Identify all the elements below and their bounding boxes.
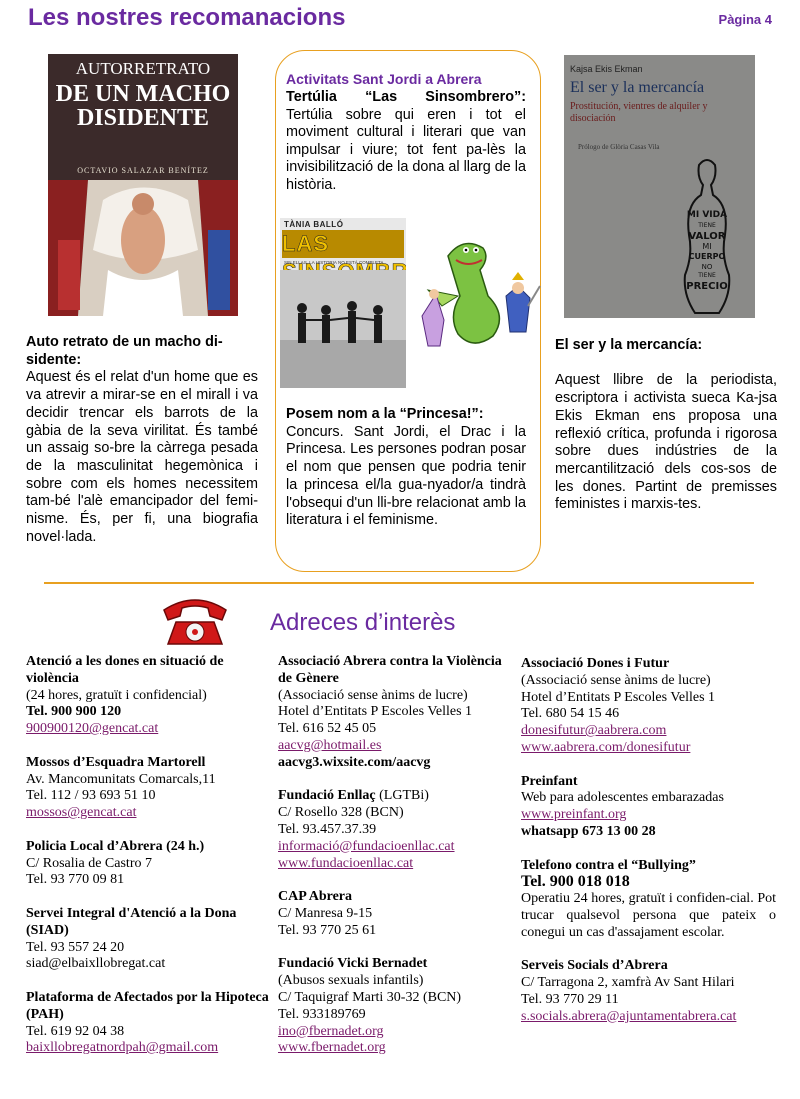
- entry-name: Preinfant: [521, 773, 578, 789]
- art-text-8: PRECIO: [686, 281, 728, 292]
- entry-line: Tel. 933189769: [278, 1006, 366, 1022]
- address-entry: [278, 654, 512, 772]
- book1-description: [26, 334, 258, 546]
- address-entry: [26, 990, 276, 1057]
- address-column-1: [26, 654, 276, 1074]
- entry-email-link[interactable]: donesifutur@aabrera.com: [521, 723, 667, 739]
- entry-email-link[interactable]: aacvg@hotmail.es: [278, 737, 382, 753]
- entry-line: C/ Rosello 328 (BCN): [278, 805, 404, 821]
- cover2-subtitle: SIN ELLAS, LA HISTORIA NO ESTÁ COMPLETA: [284, 260, 384, 265]
- book3-title: El ser y la mercancía:: [555, 337, 703, 353]
- address-entry: [278, 956, 512, 1057]
- art-text-5: CUERPO: [688, 252, 726, 261]
- entry-line: C/ Tarragona 2, xamfrà Av Sant Hilari: [521, 975, 735, 991]
- entry-line: Tel. 619 92 04 38: [26, 1023, 125, 1039]
- entry-line: Hotel d’Entitats P Escoles Velles 1: [521, 689, 716, 705]
- princesa-text: Concurs. Sant Jordi, el Drac i la Princesa. Les persones podran posar el nom que pensen que podria tenir la princesa el/la gua-nyador/a tindrà l'obsequi d'un lli-bre relacionat amb la literatura i el feminisme.: [286, 423, 526, 529]
- entry-name: Associació Dones i Futur: [521, 656, 670, 671]
- entry-name: Plataforma de Afectados por la Hipoteca (PAH): [26, 989, 269, 1022]
- cover3-title: El ser y la mercancía: [570, 79, 705, 96]
- princesa-title: Posem nom a la “Princesa!”:: [286, 406, 484, 422]
- entry-tel: Tel. 900 900 120: [26, 704, 122, 720]
- entry-line: C/ Taquigraf Marti 30-32 (BCN): [278, 989, 462, 1005]
- cover3-author: Kajsa Ekis Ekman: [570, 64, 643, 74]
- entry-name: Atenció a les dones en situació de violència: [26, 654, 224, 686]
- entry-line: (Associació sense ànims de lucre): [521, 672, 711, 688]
- entry-name: CAP Abrera: [278, 889, 353, 905]
- cover2-author: TÀNIA BALLÓ: [284, 220, 344, 229]
- entry-name: Fundació Enllaç: [278, 788, 376, 804]
- section-divider: [44, 582, 754, 584]
- book-cover-autorretrato: [48, 54, 238, 316]
- entry-email-link[interactable]: informació@fundacioenllac.cat: [278, 838, 455, 854]
- entry-name-suffix: (LGTBi): [375, 788, 429, 804]
- entry-line: (24 hores, gratuït i confidencial): [26, 687, 207, 703]
- art-text-2: TIENE: [698, 222, 716, 229]
- entry-line: Tel. 93 557 24 20: [26, 939, 125, 955]
- address-entry: [26, 654, 276, 738]
- entry-line: Tel. 93 770 25 61: [278, 922, 377, 938]
- art-text-1: MI VIDA: [686, 210, 728, 220]
- entry-tel: Tel. 900 018 018: [521, 873, 630, 891]
- entry-email-link[interactable]: mossos@gencat.cat: [26, 805, 137, 821]
- address-entry: [521, 958, 776, 1025]
- page-title: Les nostres recomanacions: [28, 4, 346, 31]
- entry-line: C/ Manresa 9-15: [278, 905, 373, 921]
- art-text-6: NO: [701, 263, 713, 271]
- entry-web-link[interactable]: www.fundacioenllac.cat: [278, 855, 414, 871]
- cover-author: OCTAVIO SALAZAR BENÍTEZ: [77, 166, 209, 175]
- entry-name: Policia Local d’Abrera (24 h.): [26, 838, 205, 854]
- entry-name: Mossos d’Esquadra Martorell: [26, 754, 206, 770]
- entry-website[interactable]: aacvg3.wixsite.com/aacvg: [278, 754, 431, 770]
- entry-line: Av. Mancomunitats Comarcals,11: [26, 771, 216, 787]
- entry-line: Tel. 680 54 15 46: [521, 706, 620, 722]
- art-text-4: MI: [702, 242, 712, 251]
- cover-title-line2: [48, 82, 238, 130]
- book1-title-line2: sidente:: [26, 351, 82, 368]
- cover3-figure-art: [659, 155, 755, 315]
- art-text-7: TIENE: [698, 272, 716, 279]
- sant-jordi-heading: Activitats Sant Jordi a Abrera: [286, 71, 482, 87]
- art-text-3: VALOR: [688, 231, 726, 242]
- address-entry: [26, 906, 276, 973]
- entry-line: Tel. 616 52 45 05: [278, 721, 377, 737]
- tertulia-title: Tertúlia “Las Sinsombrero”:: [286, 89, 526, 105]
- entry-line: C/ Rosalia de Castro 7: [26, 855, 152, 871]
- telephone-icon: [160, 592, 230, 646]
- entry-name-row: [278, 788, 512, 805]
- adreces-heading: Adreces d’interès: [270, 609, 456, 636]
- entry-line: Hotel d’Entitats P Escoles Velles 1: [278, 704, 473, 720]
- tertulia-text: Tertúlia sobre qui eren i tot el moviment cultural i literari que van impulsar i viure; tot fent pa-lès la invisibilització de la dona al llarg de la història.: [286, 106, 526, 193]
- entry-email-link[interactable]: 900900120@gencat.cat: [26, 721, 159, 737]
- address-entry: [26, 755, 276, 822]
- entry-text: Operatiu 24 hores, gratuït i confiden-cial. Pot trucar qualsevol persona que pateix o conegui un cas d'assajament escolar.: [521, 891, 776, 940]
- dragon-illustration: [418, 236, 542, 356]
- cover2-photo: [280, 270, 406, 388]
- cover-title-line1: AUTORRETRATO: [75, 59, 211, 78]
- entry-name: Fundació Vicki Bernadet: [278, 956, 428, 972]
- entry-whatsapp: whatsapp 673 13 00 28: [521, 823, 656, 839]
- entry-line: Tel. 93 770 29 11: [521, 991, 619, 1007]
- cover-title-line2b: DISIDENTE: [76, 105, 210, 131]
- entry-line: Tel. 93.457.37.39: [278, 821, 377, 837]
- cover-title-line2a: DE UN MACHO: [55, 81, 231, 107]
- entry-name: Associació Abrera contra la Violència de Gènere: [278, 654, 502, 686]
- entry-email-link[interactable]: s.socials.abrera@ajuntamentabrera.cat: [521, 1008, 737, 1024]
- entry-line: (Abusos sexuals infantils): [278, 973, 424, 989]
- entry-web-link[interactable]: www.aabrera.com/donesifutur: [521, 739, 691, 755]
- address-entry: [278, 889, 512, 939]
- princesa-block: [286, 406, 526, 530]
- entry-email-link[interactable]: baixllobregatnordpah@gmail.com: [26, 1040, 219, 1056]
- book3-description: [555, 337, 777, 514]
- entry-line: siad@elbaixllobregat.cat: [26, 956, 166, 972]
- book1-title-line1: Auto retrato de un macho di-: [26, 334, 223, 350]
- book1-text: Aquest és el relat d'un home que es va atrevir a mirar-se en el mirall i va decidir trencar els barrots de la gàbia de la seva virilitat. És també un assaig so-bre la càrrega pesada de la masculinitat hegemònica i sobre com els homes necessitem tam-bé l'alè emancipador del femi-nisme. És, per fi, una biografia novel·lada.: [26, 369, 258, 545]
- entry-web-link[interactable]: www.fbernadet.org: [278, 1040, 386, 1056]
- address-entry: [521, 656, 776, 757]
- address-column-2: [278, 654, 512, 1074]
- address-column-3: [521, 656, 776, 1042]
- entry-line: Tel. 93 770 09 81: [26, 872, 125, 888]
- page-number: Pàgina 4: [718, 12, 772, 27]
- tertulia-block: [286, 89, 526, 195]
- cover3-prologue: Prólogo de Glòria Casas Vila: [578, 143, 660, 151]
- book-cover-el-ser: [564, 55, 755, 318]
- address-entry: [26, 839, 276, 889]
- entry-line: Tel. 112 / 93 693 51 10: [26, 788, 156, 804]
- entry-name: Telefono contra el “Bullying”: [521, 857, 696, 873]
- address-entry: [521, 774, 776, 841]
- cover3-subtitle: Prostitución, vientres de alquiler y disociación: [570, 101, 708, 124]
- cover2-title: LAS: [282, 230, 404, 258]
- address-entry: [278, 788, 512, 872]
- entry-line: (Associació sense ànims de lucre): [278, 687, 468, 703]
- book3-text: Aquest llibre de la periodista, escriptora i activista sueca Ka-jsa Ekis Ekman ens proposa una reflexió crítica, profunda i rigorosa sobre dues indústries de la mercantilització dels cos-sos de les dones. Partint de premisses feministes i marxis-tes.: [555, 372, 777, 513]
- entry-name: Servei Integral d'Atenció a la Dona (SIAD): [26, 905, 237, 938]
- book-cover-sinsombrero: [280, 218, 406, 388]
- entry-web-link[interactable]: www.preinfant.org: [521, 807, 627, 823]
- entry-line: Web para adolescentes embarazadas: [521, 790, 724, 806]
- address-entry: [521, 858, 776, 942]
- cover-illustration: [48, 180, 238, 316]
- entry-name: Serveis Socials d’Abrera: [521, 958, 668, 974]
- entry-email-link[interactable]: ino@fbernadet.org: [278, 1023, 384, 1039]
